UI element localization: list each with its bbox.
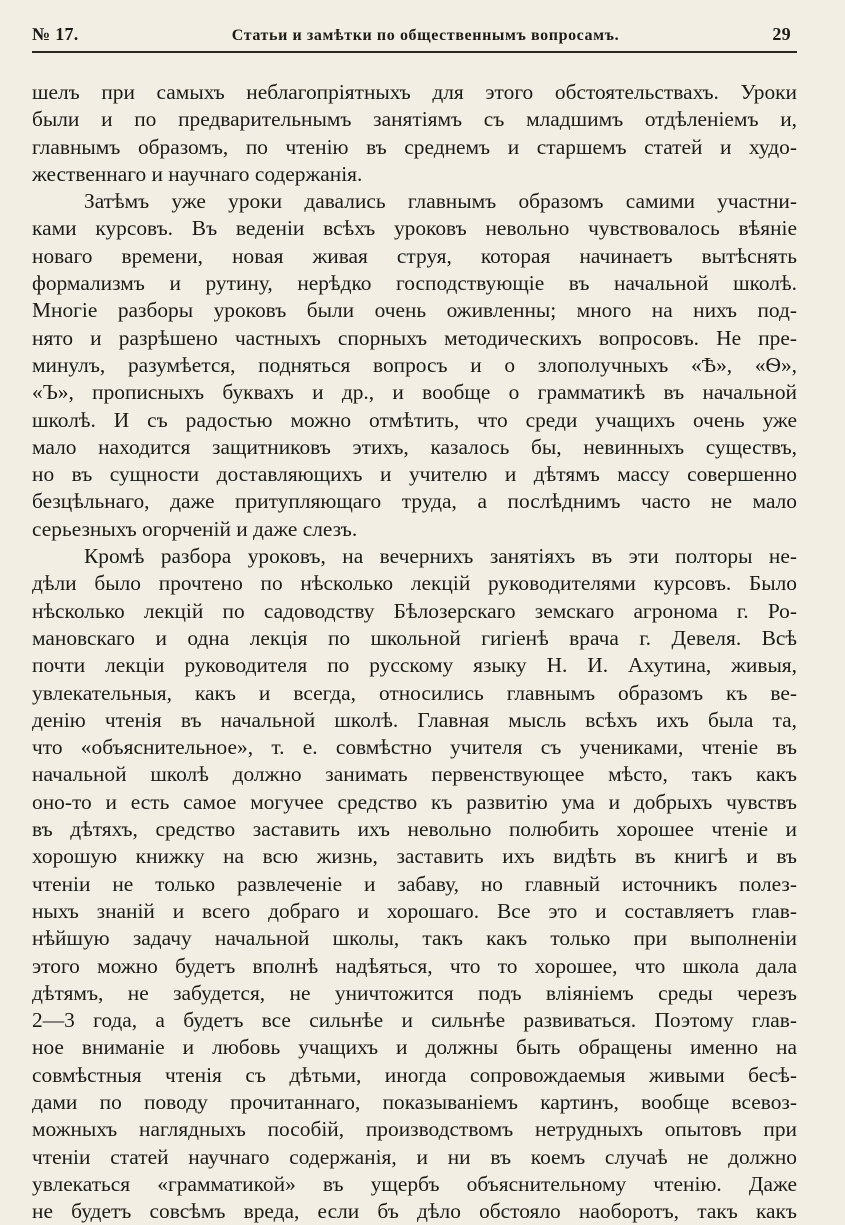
text-line: начальной школѣ должно занимать первенствующее мѣсто, такъ какъ <box>32 762 797 787</box>
running-header <box>32 24 797 53</box>
text-line: серьезныхъ огорченій и даже слезъ. <box>32 516 358 541</box>
text-line: нято и разрѣшено частныхъ спорныхъ методическихъ вопросовъ. Не пре- <box>32 325 797 350</box>
text-line: были и по предварительнымъ занятіямъ съ младшимъ отдѣленіемъ и, <box>32 107 797 132</box>
text-line: но въ сущности доставляющихъ и учителю и дѣтямъ массу совершенно <box>32 462 797 487</box>
text-line: жественнаго и научнаго содержанія. <box>32 161 363 186</box>
page-number: 29 <box>772 24 791 44</box>
text-line: формализмъ и рутину, нерѣдко господствующіе въ начальной школѣ. <box>32 271 797 296</box>
text-line: не будетъ совсѣмъ вреда, если бъ дѣло обстояло наоборотъ, такъ какъ <box>32 1199 797 1224</box>
text-line: можныхъ наглядныхъ пособій, производствомъ нетрудныхъ опытовъ при <box>32 1117 797 1142</box>
paragraph <box>32 188 797 543</box>
issue-number: № 17. <box>32 24 79 44</box>
text-line: увлекаться «грамматикой» въ ущербъ объяснительному чтенію. Даже <box>32 1171 797 1196</box>
text-line: ныхъ знаній и всего добраго и хорошаго. Все это и составляетъ глав- <box>32 898 797 923</box>
text-line: Многіе разборы уроковъ были очень оживленны; много на нихъ под- <box>32 298 797 323</box>
text-line: оно-то и есть самое могучее средство къ развитію ума и добрыхъ чувствъ <box>32 789 797 814</box>
text-line: ное вниманіе и любовь учащихъ и должны быть обращены именно на <box>32 1035 797 1060</box>
section-title: Статьи и замѣтки по общественнымъ вопросамъ. <box>231 27 620 44</box>
text-line: главнымъ образомъ, по чтенію въ среднемъ и старшемъ статей и худо- <box>32 134 797 159</box>
text-line: этого можно будетъ вполнѣ надѣяться, что то хорошее, что школа дала <box>32 953 797 978</box>
text-line: безцѣльнаго, даже притупляющаго труда, а послѣднимъ часто не мало <box>32 489 797 514</box>
text-line: дѣли было прочтено по нѣсколько лекцій руководителями курсовъ. Было <box>32 571 797 596</box>
text-line: 2—3 года, а будетъ все сильнѣе и сильнѣе развиваться. Поэтому глав- <box>32 1008 797 1033</box>
paragraph <box>32 543 797 1225</box>
text-line: чтеніи не только развлеченіе и забаву, но главный источникъ полез- <box>32 871 797 896</box>
text-line: мало находится защитниковъ этихъ, казалось бы, невинныхъ существъ, <box>32 434 797 459</box>
text-line: шелъ при самыхъ неблагопріятныхъ для этого обстоятельствахъ. Уроки <box>32 80 797 104</box>
text-line: денію чтенія въ начальной школѣ. Главная мысль всѣхъ ихъ была та, <box>32 707 797 732</box>
text-line: въ дѣтяхъ, средство заставить ихъ невольно полюбить хорошее чтеніе и <box>32 817 797 842</box>
text-line: ками курсовъ. Въ веденіи всѣхъ уроковъ невольно чувствовалось вѣяніе <box>32 216 797 241</box>
text-line: Затѣмъ уже уроки давались главнымъ образомъ самими участни- <box>84 189 797 214</box>
text-line: нѣсколько лекцій по садоводству Бѣлозерскаго земскаго агронома г. Ро- <box>32 598 797 623</box>
text-line: совмѣстныя чтенія съ дѣтьми, иногда сопровождаемыя живыми бесѣ- <box>32 1062 797 1087</box>
text-line: почти лекціи руководителя по русскому языку Н. И. Ахутина, живыя, <box>32 653 797 678</box>
text-line: увлекательныя, какъ и всегда, относились главнымъ образомъ къ ве- <box>32 680 797 705</box>
text-line: мановскаго и одна лекція по школьной гигіенѣ врача г. Девеля. Всѣ <box>32 625 797 650</box>
text-line: дѣтямъ, не забудется, не уничтожится подъ вліяніемъ среды черезъ <box>32 980 797 1005</box>
text-line: что «объяснительное», т. е. совмѣстно учителя съ учениками, чтеніе въ <box>32 735 797 760</box>
body-text <box>32 79 797 1225</box>
paragraph <box>32 79 797 188</box>
text-line: «Ъ», прописныхъ буквахъ и др., и вообще о грамматикѣ въ начальной <box>32 380 797 405</box>
text-line: минулъ, разумѣется, подняться вопросъ и о злополучныхъ «Ѣ», «Ѳ», <box>32 352 797 377</box>
text-line: хорошую книжку на всю жизнь, заставить ихъ видѣть въ книгѣ и въ <box>32 844 797 869</box>
text-line: чтеніи статей научнаго содержанія, и ни въ коемъ случаѣ не должно <box>32 1144 797 1169</box>
text-line: школѣ. И съ радостью можно отмѣтить, что среди учащихъ очень уже <box>32 407 797 432</box>
text-line: новаго времени, новая живая струя, которая начинаетъ вытѣснять <box>32 243 797 268</box>
text-line: нѣйшую задачу начальной школы, такъ какъ только при выполненіи <box>32 926 797 951</box>
text-line: дами по поводу прочитаннаго, показываніемъ картинъ, вообще всевоз- <box>32 1089 797 1114</box>
text-line: Кромѣ разбора уроковъ, на вечернихъ занятіяхъ въ эти полторы не- <box>84 544 797 569</box>
